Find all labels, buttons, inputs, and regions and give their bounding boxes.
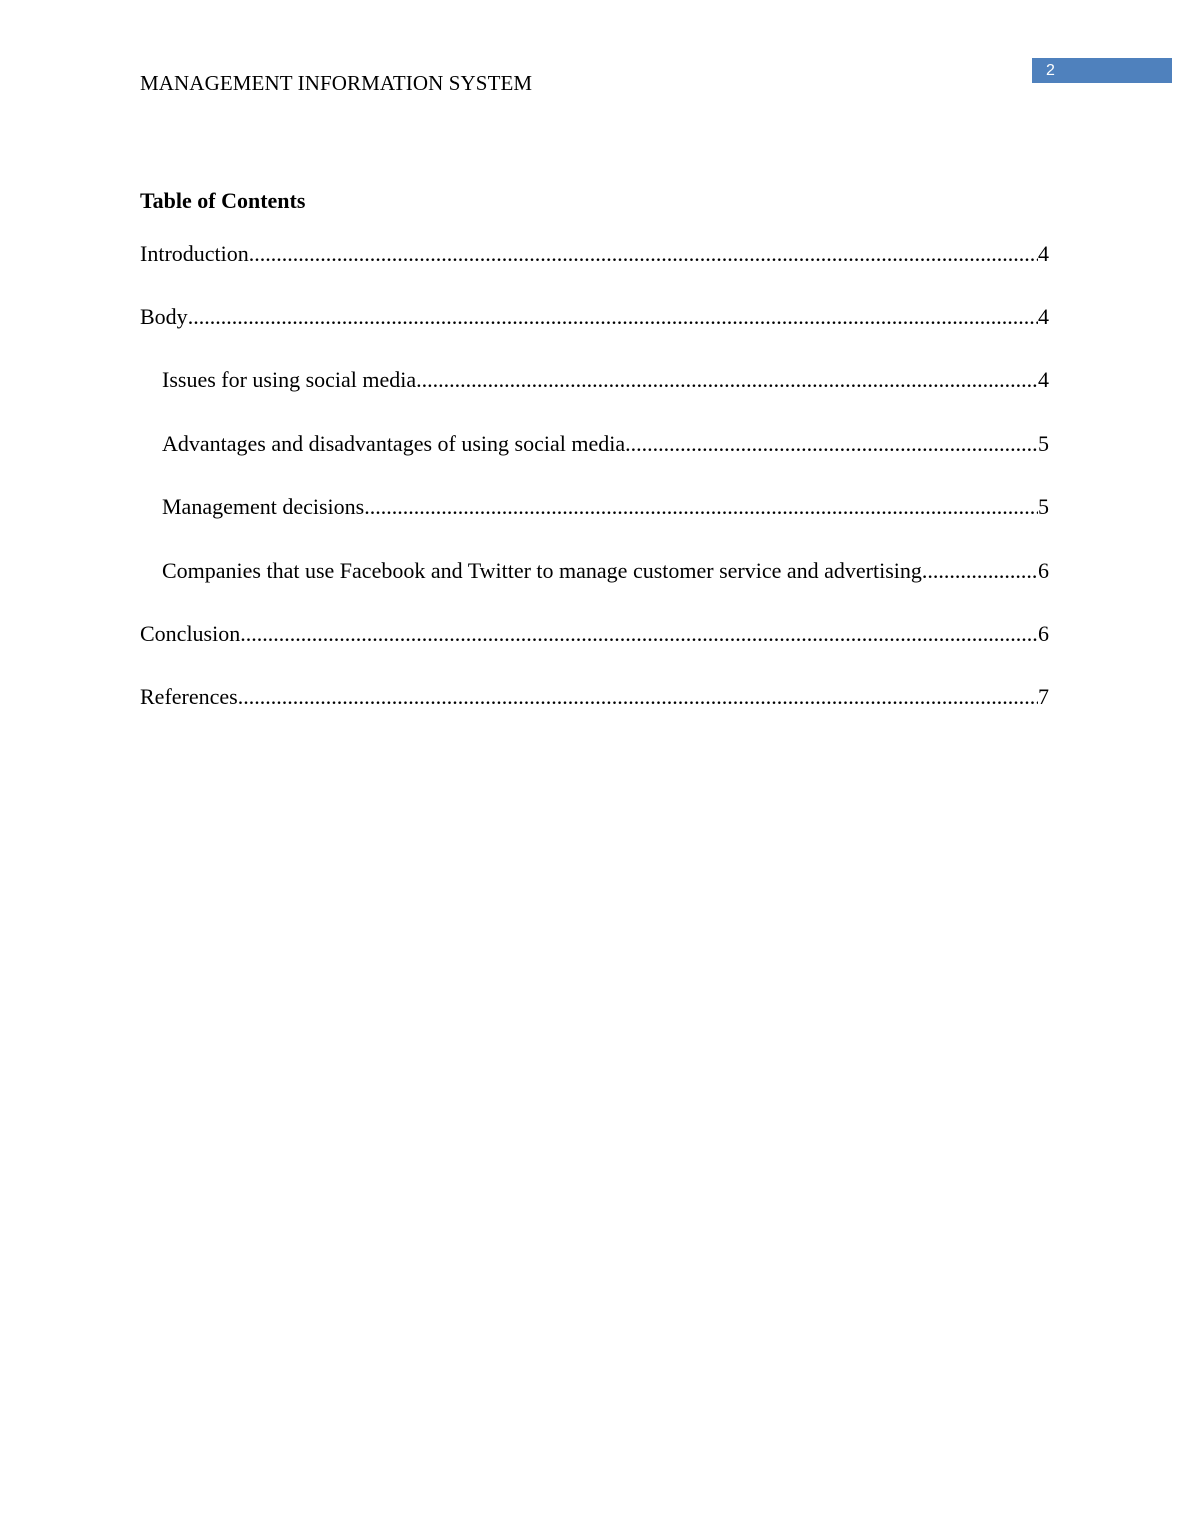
toc-entry-label: Conclusion — [140, 621, 241, 646]
toc-entry-label: Advantages and disadvantages of using social media — [162, 431, 626, 456]
toc-entry-management-decisions[interactable] — [162, 493, 1049, 521]
toc-entry-page: 4 — [1038, 304, 1049, 329]
toc-entry-body[interactable] — [140, 303, 1049, 331]
dot-leader — [249, 240, 1038, 268]
toc-entry-label: References — [140, 684, 238, 709]
toc-entry-page: 7 — [1038, 684, 1049, 709]
toc-entry-conclusion[interactable] — [140, 620, 1049, 648]
dot-leader — [240, 620, 1038, 648]
dot-leader — [188, 303, 1038, 331]
toc-entry-label: Body — [140, 304, 188, 329]
toc-entry-page: 4 — [1038, 241, 1049, 266]
toc-entry-page: 4 — [1038, 367, 1049, 392]
toc-entry-label: Introduction — [140, 241, 249, 266]
toc-entry-advantages-disadvantages[interactable] — [162, 430, 1049, 458]
page-number: 2 — [1046, 62, 1055, 79]
toc-entry-page: 6 — [1038, 621, 1049, 646]
toc-entry-companies-facebook-twitter[interactable] — [162, 557, 1049, 585]
dot-leader — [625, 430, 1038, 458]
dot-leader — [238, 683, 1038, 711]
dot-leader — [416, 366, 1038, 394]
toc-entry-label: Issues for using social media — [162, 367, 417, 392]
toc-entry-label: Companies that use Facebook and Twitter to manage customer service and advertising — [162, 558, 922, 583]
dot-leader — [364, 493, 1038, 521]
toc-entry-references[interactable] — [140, 683, 1049, 711]
toc-heading: Table of Contents — [140, 188, 306, 213]
toc-entry-introduction[interactable] — [140, 240, 1049, 268]
toc-entry-page: 6 — [1038, 558, 1049, 583]
toc-entry-page: 5 — [1038, 431, 1049, 456]
toc-entry-label: Management decisions — [162, 494, 365, 519]
toc-entry-page: 5 — [1038, 494, 1049, 519]
toc-entry-issues-social-media[interactable] — [162, 366, 1049, 394]
dot-leader — [922, 557, 1038, 585]
running-head: MANAGEMENT INFORMATION SYSTEM — [140, 71, 533, 95]
page-number-box — [1032, 58, 1172, 83]
